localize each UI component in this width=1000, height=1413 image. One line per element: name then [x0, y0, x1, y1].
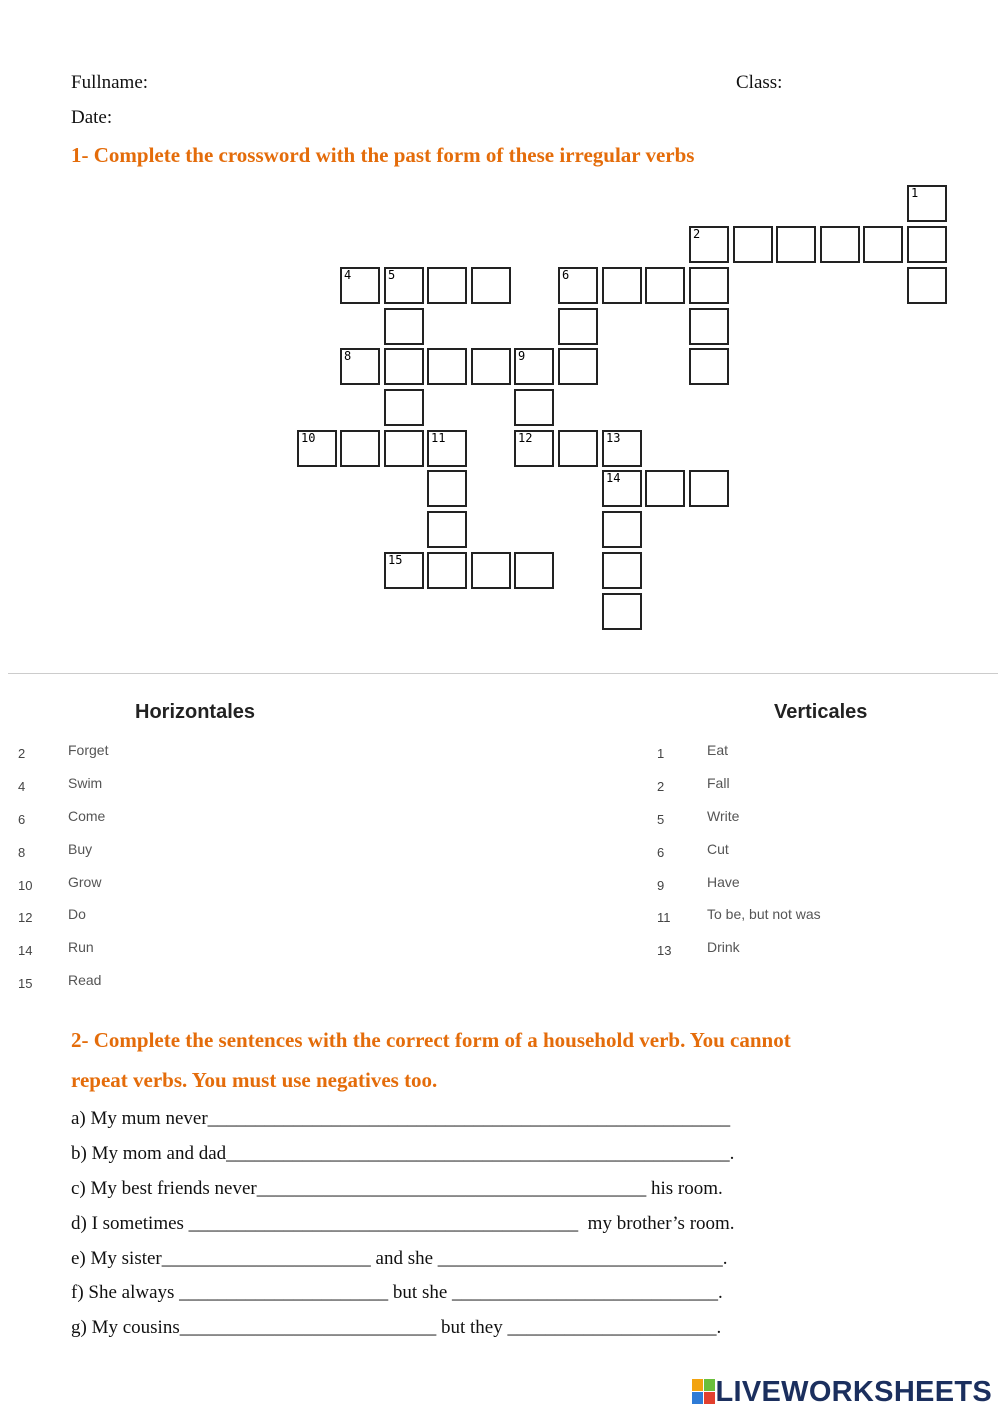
clue-num: 14 — [18, 943, 33, 958]
exercise1-title: 1- Complete the crossword with the past form of these irregular verbs — [71, 143, 695, 167]
sentence-d[interactable]: d) I sometimes _________________________________________ my brother’s room. — [71, 1213, 735, 1234]
clue-text: Swim — [68, 775, 103, 791]
crossword-cell[interactable] — [558, 348, 598, 385]
clue-text: Come — [68, 808, 106, 824]
crossword-grid — [0, 0, 1000, 660]
clue-text: Cut — [707, 841, 729, 857]
crossword-cell[interactable] — [602, 267, 642, 304]
clue-num: 2 — [657, 779, 665, 794]
crossword-cell[interactable] — [471, 552, 511, 589]
crossword-cell[interactable] — [645, 267, 685, 304]
clue-number: 6 — [562, 268, 570, 282]
clue-num: 10 — [18, 878, 33, 893]
class-label: Class: — [736, 72, 783, 93]
fullname-label: Fullname: — [71, 72, 149, 93]
liveworksheets-logo — [692, 1374, 993, 1410]
sentence-b[interactable]: b) My mom and dad_____________________________________________________. — [71, 1143, 735, 1164]
clue-num: 6 — [657, 845, 665, 860]
section-divider — [8, 673, 998, 674]
crossword-cell[interactable] — [907, 185, 947, 222]
clue-number: 8 — [344, 349, 352, 363]
crossword-cell[interactable] — [689, 308, 729, 345]
clue-num: 9 — [657, 878, 665, 893]
clue-number: 2 — [693, 227, 701, 241]
clue-num: 2 — [18, 746, 26, 761]
crossword-cell[interactable] — [427, 348, 467, 385]
clue-text: Run — [68, 939, 94, 955]
crossword-cell[interactable] — [427, 470, 467, 507]
crossword-cell[interactable] — [384, 267, 424, 304]
crossword-cell[interactable] — [820, 226, 860, 263]
logo-badge-icon — [692, 1379, 716, 1405]
across-heading: Horizontales — [135, 701, 256, 723]
crossword-cell[interactable] — [340, 430, 380, 467]
clue-text: Eat — [707, 742, 729, 758]
crossword-cell[interactable] — [645, 470, 685, 507]
clue-text: To be, but not was — [707, 906, 821, 922]
crossword-cell[interactable] — [689, 470, 729, 507]
crossword-cell[interactable] — [427, 430, 467, 467]
crossword-cell[interactable] — [558, 267, 598, 304]
crossword-cell[interactable] — [514, 389, 554, 426]
clue-num: 4 — [18, 779, 26, 794]
crossword-cell[interactable] — [471, 348, 511, 385]
exercise2-title-line1: 2- Complete the sentences with the correct form of a household verb. You cannot — [71, 1028, 791, 1052]
clue-num: 12 — [18, 910, 33, 925]
sentence-a[interactable]: a) My mum never_______________________________________________________ — [71, 1108, 731, 1129]
crossword-cell[interactable] — [602, 593, 642, 630]
crossword-cell[interactable] — [733, 226, 773, 263]
crossword-cell[interactable] — [907, 267, 947, 304]
down-heading: Verticales — [774, 701, 868, 723]
logo-text: LIVEWORKSHEETS — [715, 1375, 992, 1408]
crossword-cell[interactable] — [514, 552, 554, 589]
sentence-c[interactable]: c) My best friends never_________________________________________ his room. — [71, 1178, 723, 1199]
crossword-cell[interactable] — [558, 430, 598, 467]
sentence-g[interactable]: g) My cousins___________________________ but they ______________________. — [71, 1317, 722, 1338]
clue-number: 10 — [301, 431, 316, 445]
crossword-cell[interactable] — [427, 552, 467, 589]
crossword-cell[interactable] — [514, 430, 554, 467]
crossword-cell[interactable] — [602, 470, 642, 507]
clue-num: 13 — [657, 943, 672, 958]
clue-text: Write — [707, 808, 740, 824]
crossword-cell[interactable] — [384, 552, 424, 589]
crossword-cell[interactable] — [297, 430, 337, 467]
crossword-cell[interactable] — [863, 226, 903, 263]
crossword-cell[interactable] — [602, 552, 642, 589]
clue-number: 12 — [518, 431, 533, 445]
exercise2-title-line2: repeat verbs. You must use negatives too. — [71, 1068, 438, 1092]
clue-num: 6 — [18, 812, 26, 827]
crossword-cell[interactable] — [384, 348, 424, 385]
clue-text: Grow — [68, 874, 102, 890]
clue-number: 11 — [431, 431, 446, 445]
clue-text: Do — [68, 906, 86, 922]
clue-number: 9 — [518, 349, 526, 363]
crossword-cell[interactable] — [776, 226, 816, 263]
sentence-e[interactable]: e) My sister______________________ and she ______________________________. — [71, 1248, 728, 1269]
clue-number: 15 — [388, 553, 403, 567]
clue-number: 4 — [344, 268, 352, 282]
clue-number: 1 — [911, 186, 919, 200]
crossword-cell[interactable] — [689, 267, 729, 304]
clue-num: 15 — [18, 976, 33, 991]
clue-num: 8 — [18, 845, 26, 860]
sentence-f[interactable]: f) She always ______________________ but she ____________________________. — [71, 1282, 723, 1303]
crossword-cell[interactable] — [340, 348, 380, 385]
date-label: Date: — [71, 107, 113, 128]
clue-text: Fall — [707, 775, 730, 791]
crossword-cell[interactable] — [907, 226, 947, 263]
crossword-cell[interactable] — [384, 308, 424, 345]
clue-number: 14 — [606, 471, 621, 485]
crossword-cell[interactable] — [689, 348, 729, 385]
clue-text: Drink — [707, 939, 740, 955]
clue-num: 5 — [657, 812, 665, 827]
clue-num: 1 — [657, 746, 665, 761]
crossword-cell[interactable] — [602, 511, 642, 548]
clue-number: 13 — [606, 431, 621, 445]
crossword-cell[interactable] — [602, 430, 642, 467]
clue-text: Forget — [68, 742, 109, 758]
crossword-cell[interactable] — [427, 511, 467, 548]
crossword-cell[interactable] — [514, 348, 554, 385]
crossword-cell[interactable] — [340, 267, 380, 304]
clue-text: Have — [707, 874, 740, 890]
clue-num: 11 — [657, 910, 671, 925]
clue-text: Read — [68, 972, 102, 988]
crossword-cell[interactable] — [384, 430, 424, 467]
crossword-cell[interactable] — [558, 308, 598, 345]
crossword-cell[interactable] — [689, 226, 729, 263]
crossword-cell[interactable] — [384, 389, 424, 426]
clue-text: Buy — [68, 841, 93, 857]
crossword-cell[interactable] — [471, 267, 511, 304]
clue-number: 5 — [388, 268, 396, 282]
crossword-cell[interactable] — [427, 267, 467, 304]
